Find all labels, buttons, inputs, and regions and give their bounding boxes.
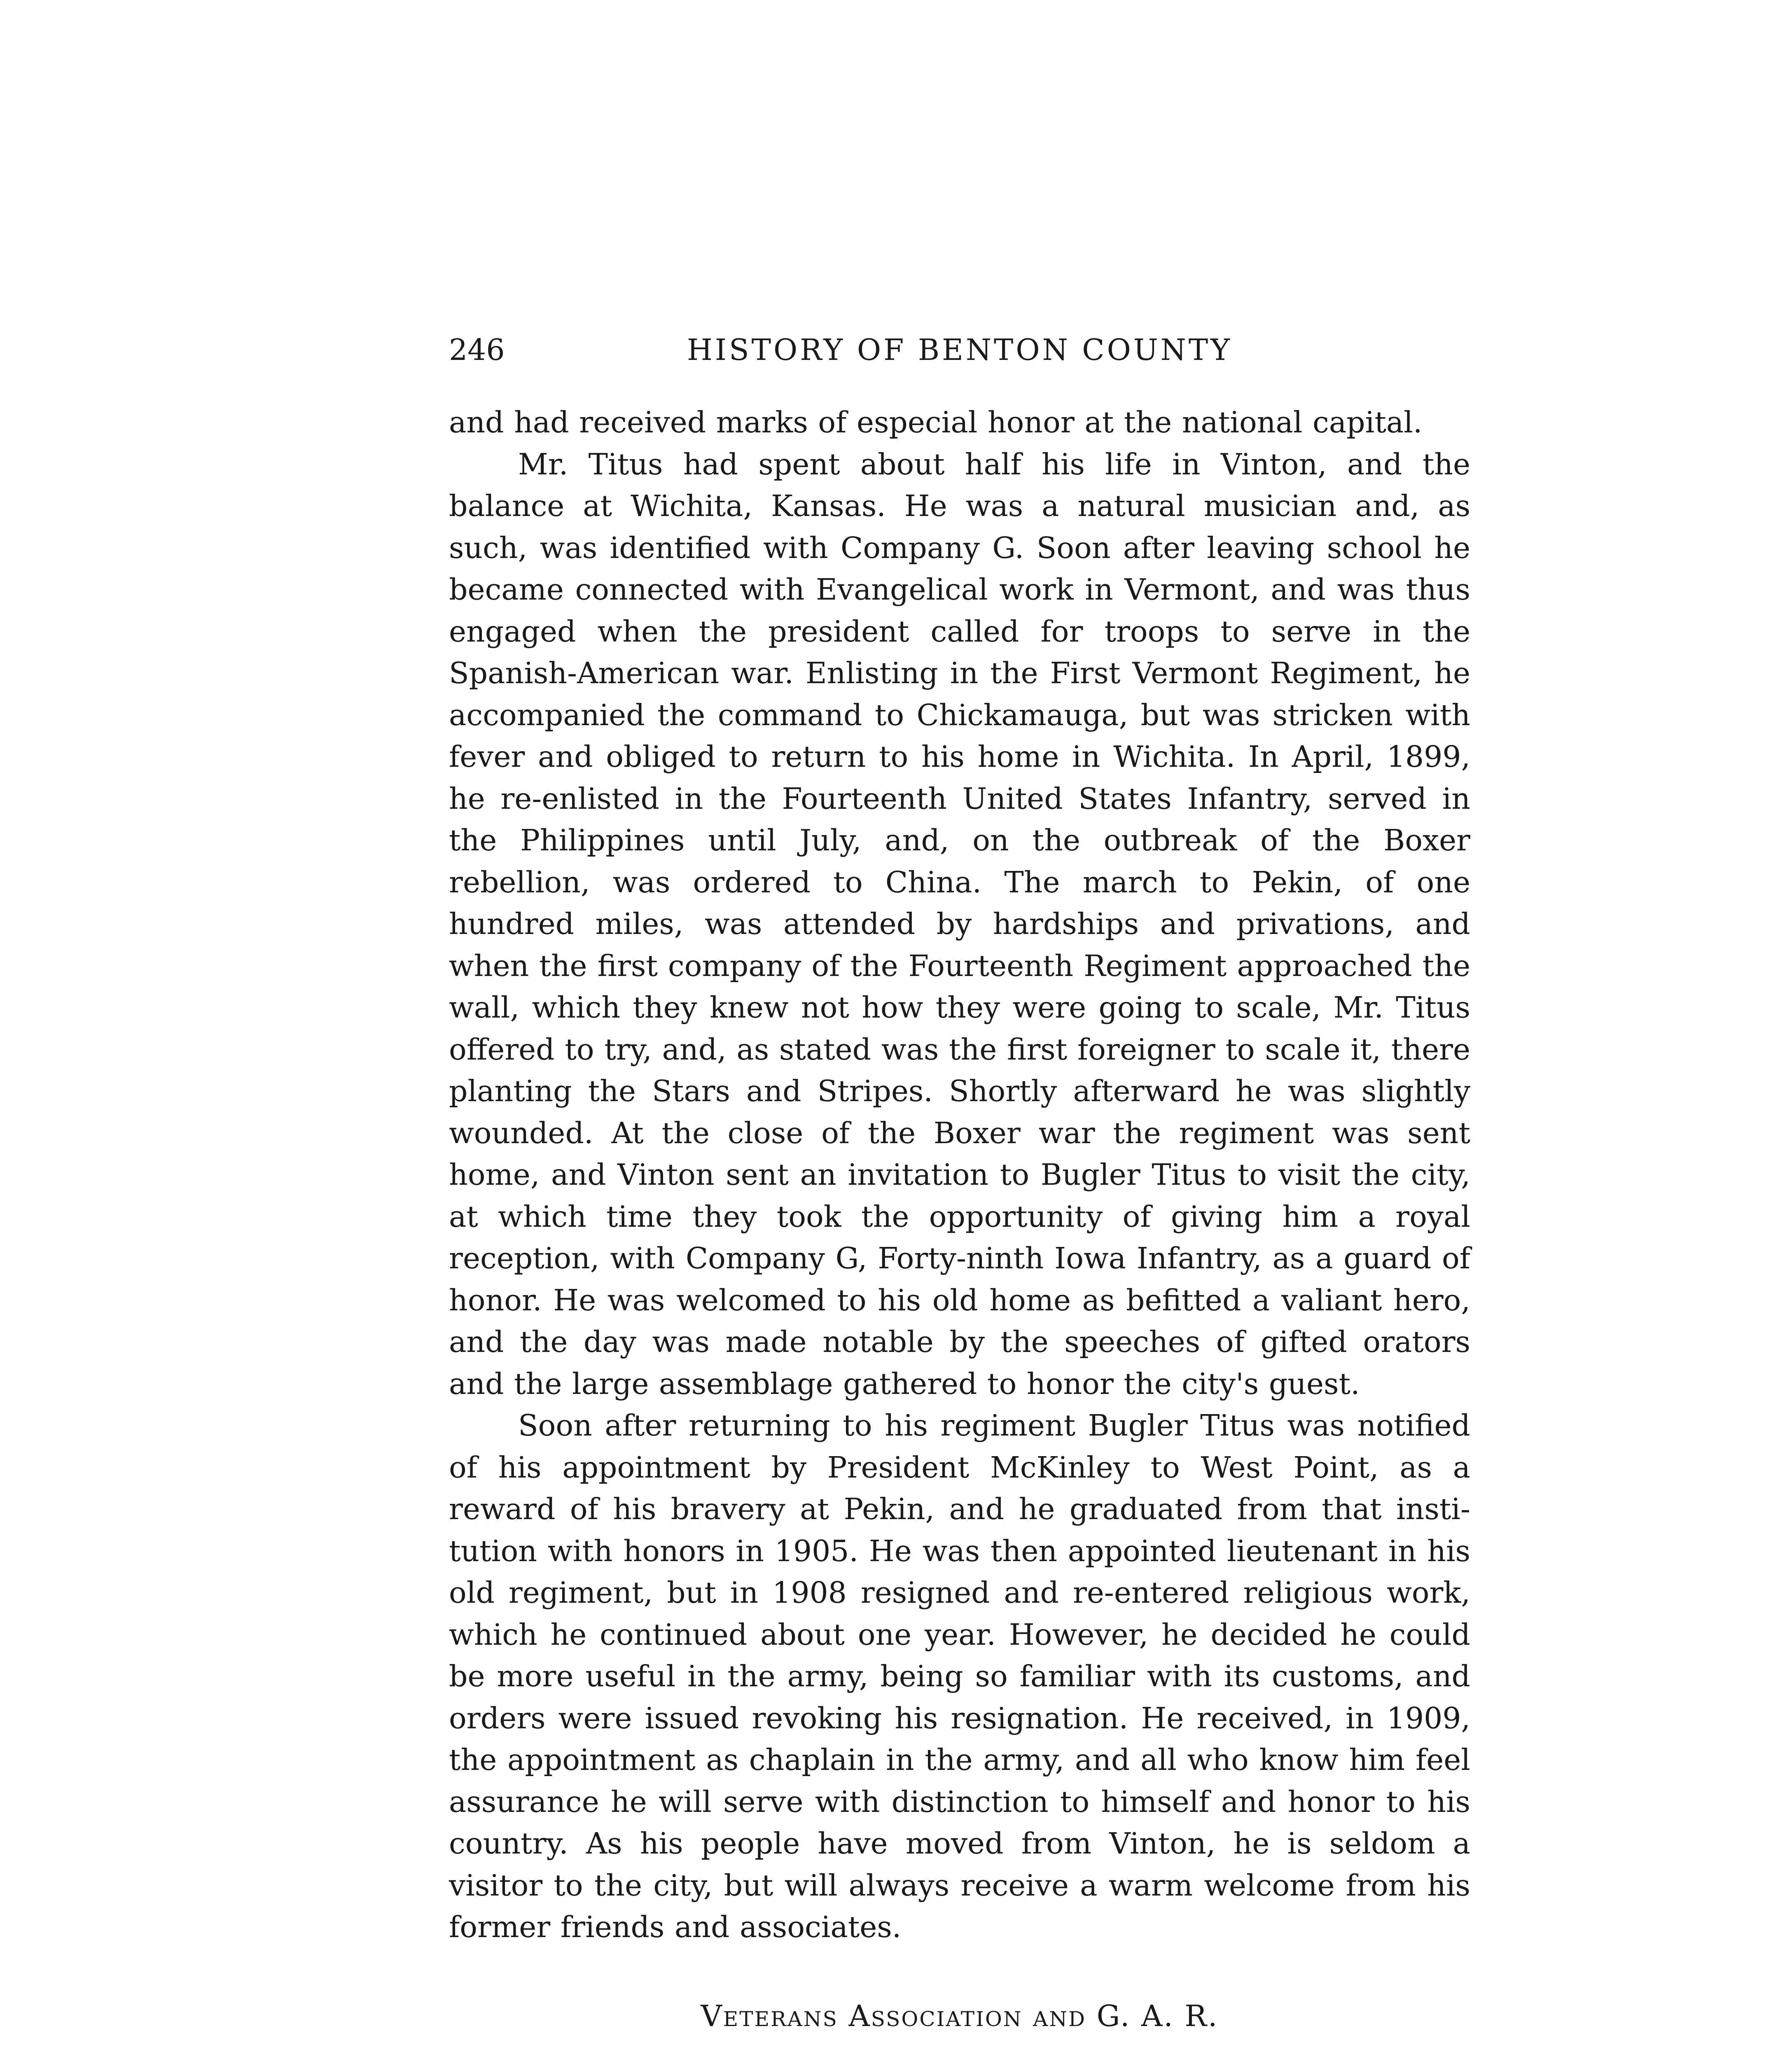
body-text: [449, 402, 1470, 1948]
paragraph-titus-biography: Mr. Titus had spent about half his life in Vinton, and the balance at Wichita, Kansas. He was a natural musician and, as such, was identified with Company G. Soon after leaving school he became connected with Evangelical work in Vermont, and was thus engaged when the president called for troops to serve in the Spanish-American war. Enlisting in the First Vermont Regiment, he accompanied the command to Chickamauga, but was stricken with fever and obliged to return to his home in Wichita. In April, 1899, he re-enlisted in the Fourteenth United States Infantry, served in the Philippines until July, and, on the outbreak of the Boxer rebellion, was ordered to China. The march to Pekin, of one hundred miles, was attended by hardships and privations, and when the first company of the Fourteenth Regiment approached the wall, which they knew not how they were going to scale, Mr. Titus offered to try, and, as stated was the first foreigner to scale it, there planting the Stars and Stripes. Shortly afterward he was slightly wounded. At the close of the Boxer war the regiment was sent home, and Vinton sent an invitation to Bugler Titus to visit the city, at which time they took the opportunity of giving him a royal reception, with Company G, Forty-ninth Iowa Infantry, as a guard of honor. He was welcomed to his old home as befitted a valiant hero, and the day was made notable by the speeches of gifted orators and the large assemblage gathered to honor the city's guest.: [449, 447, 1470, 1401]
page-number: 246: [449, 333, 505, 367]
running-title: HISTORY OF BENTON COUNTY: [687, 333, 1233, 367]
running-head: [449, 327, 1470, 373]
book-page: [449, 327, 1470, 2059]
paragraph-continued: and had received marks of especial honor at the national capital.: [449, 405, 1423, 439]
paragraph-west-point: Soon after returning to his regiment Bugler Titus was notified of his appointment by President McKinley to West Point, as a reward of his bravery at Pekin, and he graduated from that institution with honors in 1905. He was then appointed lieutenant in his old regiment, but in 1908 resigned and re-entered religious work, which he continued about one year. However, he decided he could be more useful in the army, being so familiar with its customs, and orders were issued revoking his resignation. He received, in 1909, the appointment as chaplain in the army, and all who know him feel assurance he will serve with distinction to himself and honor to his country. As his people have moved from Vinton, he is seldom a visitor to the city, but will always receive a warm welcome from his former friends and associates.: [449, 1408, 1470, 1944]
section-heading: Veterans Association and G. A. R.: [701, 1998, 1219, 2033]
